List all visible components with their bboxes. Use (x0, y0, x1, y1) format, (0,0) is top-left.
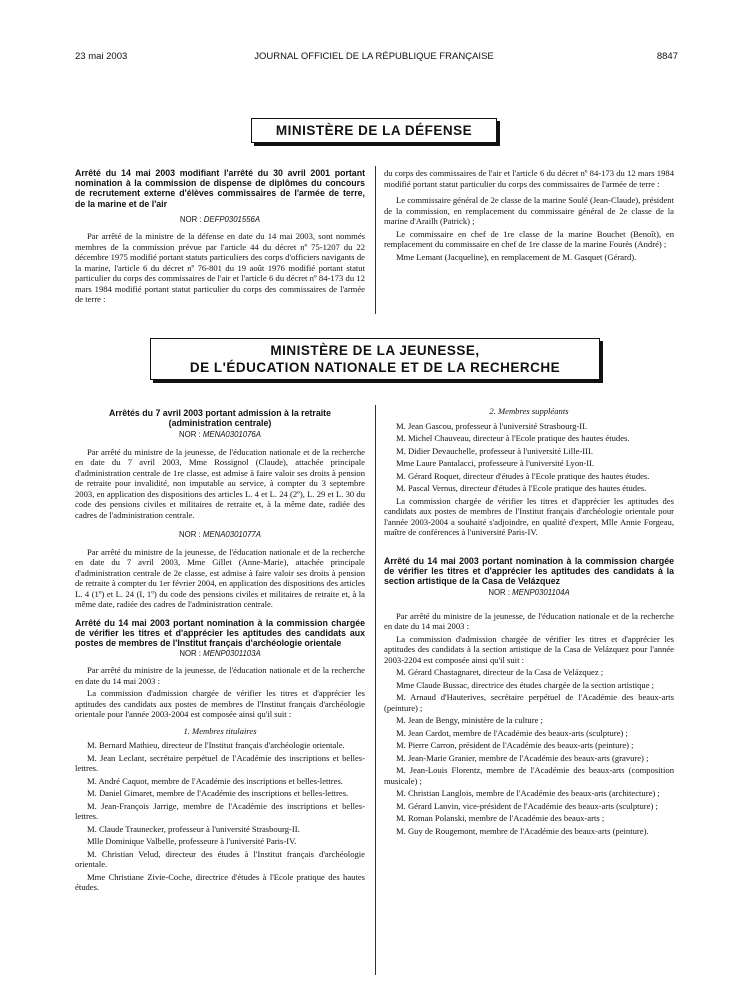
retraite-title (75, 408, 365, 428)
retraite-title-line-2: (administration centrale) (168, 418, 272, 429)
ifao-titulaires-list (75, 740, 365, 893)
list-item: M. Christian Langlois, membre de l'Académie des beaux-arts (architecture) ; (396, 788, 660, 799)
defense-paragraph-4: Mme Lemant (Jacqueline), en remplacement de M. Gasquet (Gérard). (396, 251, 637, 262)
defense-paragraph-2: Le commissaire général de 2e classe de la marine Soulé (Jean-Claude), président de la commission, en remplacement du commissaire général de 2e classe de la marine d'Arailh (Patrick) ; (384, 195, 674, 226)
ifao-arrete-title: Arrêté du 14 mai 2003 portant nomination à la commission chargée de vérifier les titres et d'apprécier les aptitudes des candidats aux postes de membres de l'Institut français d'archéologie orientale (75, 617, 365, 649)
defense-right-column (384, 168, 674, 264)
retraite-paragraph-2: Par arrêté du ministre de la jeunesse, de l'éducation nationale et de la recherche en date du 7 avril 2003, Mme Gillet (Anne-Marie), attachée principale d'administration centrale de 2e classe, est admise à faire valoir ses droits à pension de retraite à compter du 1er février 2004, en application des dispositions des articles L. 4 (1º) et L. 24 (I, 1º) du code des pensions civiles et militaires de retraite et, à la même date, radiée des cadres de l'administration centrale. (75, 546, 365, 610)
defense-paragraph-1: Par arrêté de la ministre de la défense en date du 14 mai 2003, sont nommés membres de la commission prévue par l'article 44 du décret nº 75-1207 du 22 décembre 1975 modifié portant statuts particuliers des corps d'officiers navigants de la marine, l'article 6 du décret nº 76-801 du 19 août 1976 modifié portant statut particulier du corps des commissaires de l'air et l'article 6 du décret nº 84-173 du 12 mars 1984 modifié portant statut particulier du corps des commissaires de l'armée de terre : (75, 231, 365, 305)
ifao-suppleants-list (384, 421, 674, 494)
ifao-paragraph-3: La commission chargée de vérifier les titres et d'apprécier les aptitudes des candidats aux postes de membres de l'Institut français d'archéologie orientale pour l'année 2003-2004 a souhaité s'adjoindre, en qualité d'expert, Mlle Annie Forgeau, maître de conférences à l'université Paris-IV. (384, 495, 674, 537)
ministry-education-line-1: MINISTÈRE DE LA JEUNESSE, (270, 343, 480, 358)
list-item: M. Arnaud d'Hauterives, secrétaire perpétuel de l'Académie des beaux-arts (peinture) ; (384, 692, 674, 713)
defense-paragraph-1-continued: du corps des commissaires de l'air et l'article 6 du décret nº 84-173 du 12 mars 1984 modifié portant statut particulier du corps des commissaires de l'armée de terre : (384, 168, 674, 189)
journal-title: JOURNAL OFFICIEL DE LA RÉPUBLIQUE FRANÇAISE (254, 51, 494, 62)
ministry-defense-title: MINISTÈRE DE LA DÉFENSE (275, 123, 473, 138)
defense-paragraph-3: Le commissaire en chef de 1re classe de la marine Bouchet (Benoît), en remplacement du commissaire en chef de 1re classe de la marine Fourès (André) ; (384, 228, 674, 249)
list-item: M. Didier Devauchelle, professeur à l'université Lille-III. (396, 445, 593, 456)
ministry-defense-box (251, 118, 497, 143)
list-item: M. Roman Polanski, membre de l'Académie des beaux-arts ; (396, 813, 605, 824)
retraite-paragraph-1: Par arrêté du ministre de la jeunesse, de l'éducation nationale et de la recherche en date du 7 avril 2003, Mme Rossignol (Claude), attachée principale d'administration centrale de 1re classe, est admise à faire valoir ses droits à pension de retraite pour invalidité, non imputable au service, à compter du 3 septembre 2003, en application des dispositions des articles L. 4 et L. 24 (2º), L. 29 et L. 30 du code des pensions civiles et militaires de retraite et, à la même date, radiée des cadres de l'administration centrale. (75, 446, 365, 520)
list-item: M. Jean-François Jarrige, membre de l'Académie des inscriptions et belles-lettres. (75, 800, 365, 822)
defense-left-column (75, 168, 365, 305)
ifao-titulaires-heading: 1. Membres titulaires (183, 725, 257, 736)
velazquez-arrete-title: Arrêté du 14 mai 2003 portant nomination à la commission chargée de vérifier les titres et d'apprécier les aptitudes des candidats à la section artistique de la Casa de Velázquez (384, 555, 674, 586)
nor-label: NOR : (179, 648, 201, 658)
ifao-suppleants-heading: 2. Membres suppléants (489, 406, 569, 416)
ministry-education-line-2: DE L'ÉDUCATION NATIONALE ET DE LA RECHERCHE (189, 360, 561, 375)
velazquez-members-list (384, 667, 674, 836)
nor-label: NOR : (179, 530, 201, 540)
defense-nor (75, 215, 365, 226)
list-item: M. Claude Traunecker, professeur à l'université Strasbourg-II. (87, 823, 300, 834)
page-number: 8847 (656, 51, 678, 62)
retraite-title-line-1: Arrêtés du 7 avril 2003 portant admission à la retraite (109, 408, 331, 418)
nor-code: MENA0301077A (202, 530, 261, 540)
list-item: Mme Claude Bussac, directrice des études chargée de la section artistique ; (396, 679, 655, 690)
list-item: M. Daniel Gimaret, membre de l'Académie des inscriptions et belles-lettres. (87, 788, 349, 799)
list-item: M. Gérard Chastagnaret, directeur de la Casa de Velázquez ; (396, 667, 604, 678)
list-item: M. Jean-Louis Florentz, membre de l'Académie des beaux-arts (composition musicale) ; (384, 765, 674, 786)
list-item: M. Pascal Vernus, directeur d'études à l'Ecole pratique des hautes études. (396, 483, 647, 493)
page-header (0, 51, 748, 65)
list-item: M. Jean Cardot, membre de l'Académie des beaux-arts (sculpture) ; (396, 727, 628, 738)
retraite-nor-1 (75, 430, 365, 441)
nor-code: MENP0301104A (512, 588, 570, 598)
nor-code: DEFP0301556A (203, 214, 261, 224)
list-item: Mme Christiane Zivie-Coche, directrice d'études à l'Ecole pratique des hautes études. (75, 871, 365, 893)
list-item: M. Jean Gascou, professeur à l'université Strasbourg-II. (396, 420, 588, 431)
list-item: M. Pierre Carron, président de l'Académie des beaux-arts (peinture) ; (396, 740, 634, 751)
header-date: 23 mai 2003 (75, 51, 128, 62)
list-item: M. Jean-Marie Granier, membre de l'Académie des beaux-arts (gravure) ; (396, 752, 649, 763)
list-item: M. Jean de Bengy, ministère de la culture ; (396, 715, 543, 726)
list-item: Mme Laure Pantalacci, professeure à l'université Lyon-II. (396, 458, 595, 468)
list-item: M. Guy de Rougemont, membre de l'Académie des beaux-arts (peinture). (396, 825, 649, 836)
retraite-nor-2 (75, 530, 365, 541)
ifao-paragraph-1: Par arrêté du ministre de la jeunesse, de l'éducation nationale et de la recherche en date du 14 mai 2003 : (75, 665, 365, 686)
nor-code: MENA0301076A (202, 430, 261, 440)
column-divider (375, 166, 376, 314)
list-item: M. Gérard Roquet, directeur d'études à l'Ecole pratique des hautes études. (396, 470, 650, 481)
velazquez-nor (384, 588, 674, 599)
list-item: M. Gérard Lanvin, vice-président de l'Académie des beaux-arts (sculpture) ; (396, 800, 658, 811)
nor-label: NOR : (488, 588, 510, 598)
ministry-education-box (150, 338, 600, 380)
list-item: Mlle Dominique Valbelle, professeure à l'université Paris-IV. (87, 836, 297, 847)
list-item: M. Bernard Mathieu, directeur de l'Institut français d'archéologie orientale. (87, 740, 345, 751)
education-right-column (384, 406, 674, 838)
list-item: M. Christian Velud, directeur des études à l'Institut français d'archéologie orientale. (75, 848, 365, 870)
list-item: M. Michel Chauveau, directeur à l'Ecole pratique des hautes études. (396, 433, 630, 443)
ifao-nor (75, 649, 365, 660)
list-item: M. Jean Leclant, secrétaire perpétuel de l'Académie des inscriptions et belles-lettres. (75, 752, 365, 774)
velazquez-paragraph-1: Par arrêté du ministre de la jeunesse, de l'éducation nationale et de la recherche en date du 14 mai 2003 : (384, 610, 674, 632)
list-item: M. André Caquot, membre de l'Académie des inscriptions et belles-lettres. (87, 775, 343, 786)
nor-label: NOR : (179, 214, 202, 224)
velazquez-paragraph-2: La commission d'admission chargée de vérifier les titres et d'apprécier les aptitudes des candidats à la section artistique de la Casa de Velázquez pour l'année 2003-2204 est composée ainsi qu'il suit : (384, 633, 674, 665)
nor-label: NOR : (179, 430, 201, 440)
defense-arrete-title: Arrêté du 14 mai 2003 modifiant l'arrêté du 30 avril 2001 portant nomination à la commission de dispense de diplômes du concours de recrutement externe d'élèves commissaires de l'armée de terre, de la marine et de l'air (75, 168, 365, 209)
column-divider-2 (375, 405, 376, 975)
ifao-paragraph-2: La commission d'admission chargée de vérifier les titres et d'apprécier les aptitudes des candidats aux postes de membres de l'Institut français d'archéologie orientale pour l'année 2003-2004 est composée ainsi qu'il suit : (75, 688, 365, 720)
education-left-column (75, 408, 365, 895)
nor-code: MENP0301103A (203, 648, 261, 658)
